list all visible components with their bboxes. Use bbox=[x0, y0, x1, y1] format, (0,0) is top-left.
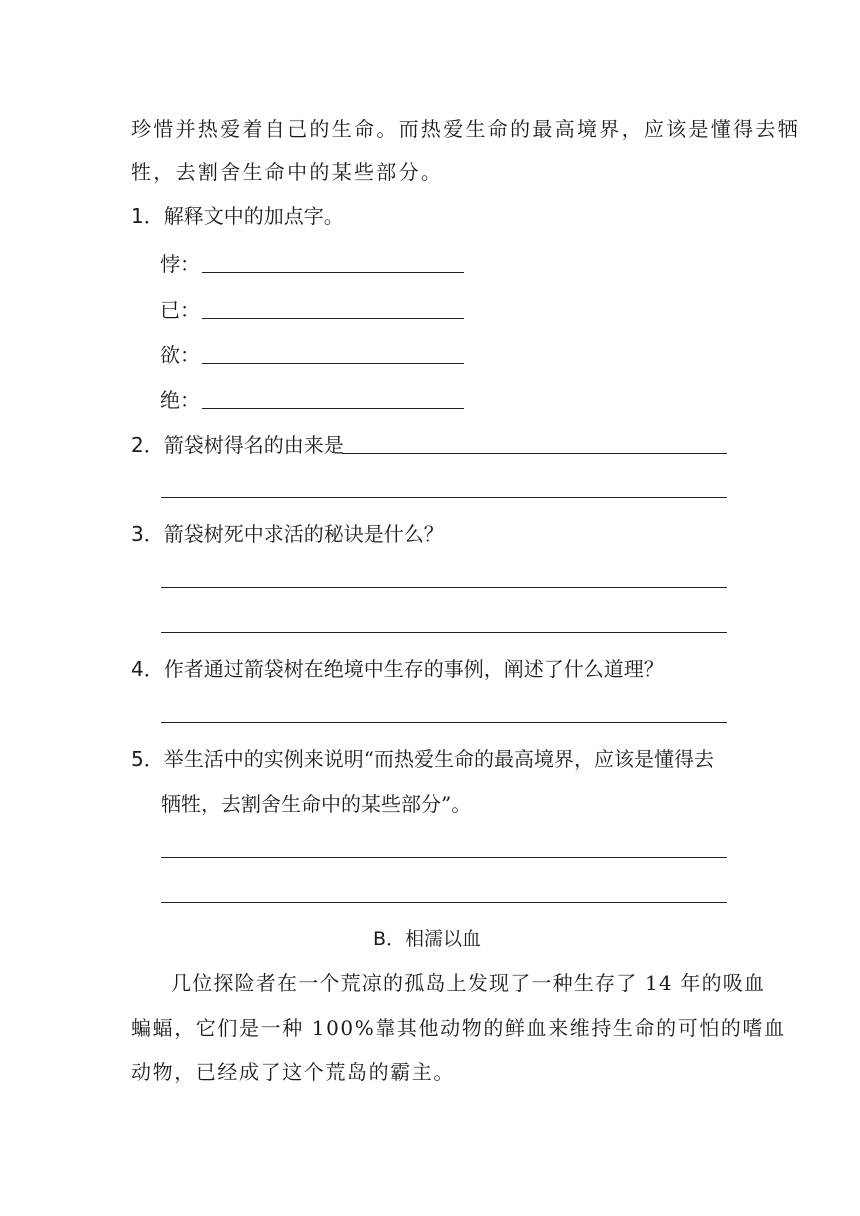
question-number: 1． bbox=[131, 204, 164, 228]
answer-blank[interactable] bbox=[161, 722, 727, 723]
question-5 bbox=[131, 746, 714, 772]
section-title: B．相濡以血 bbox=[373, 928, 482, 950]
answer-blank[interactable] bbox=[342, 453, 727, 454]
answer-blank[interactable] bbox=[161, 857, 727, 858]
question-4 bbox=[131, 656, 664, 682]
question-number: 4． bbox=[131, 657, 164, 681]
q1-item-label: 欲： bbox=[160, 343, 200, 367]
question-1 bbox=[131, 203, 344, 229]
question-text: 解释文中的加点字。 bbox=[163, 204, 344, 228]
section-b-line-3: 动物，已经成了这个荒岛的霸主。 bbox=[131, 1060, 455, 1084]
question-number: 3． bbox=[131, 522, 164, 546]
question-text: 箭袋树死中求活的秘诀是什么？ bbox=[163, 522, 444, 546]
q1-item-label: 已： bbox=[160, 298, 200, 322]
answer-blank[interactable] bbox=[161, 632, 727, 633]
answer-blank[interactable] bbox=[161, 497, 727, 498]
answer-blank[interactable] bbox=[202, 363, 464, 364]
answer-blank[interactable] bbox=[202, 408, 464, 409]
answer-blank[interactable] bbox=[202, 272, 464, 273]
q1-item-label: 悖： bbox=[160, 252, 200, 276]
question-2 bbox=[131, 432, 344, 458]
answer-blank[interactable] bbox=[202, 318, 464, 319]
question-number: 5． bbox=[131, 747, 164, 771]
section-b-line-2: 蝙蝠，它们是一种 100%靠其他动物的鲜血来维持生命的可怕的嗜血 bbox=[131, 1016, 786, 1040]
answer-blank[interactable] bbox=[161, 587, 727, 588]
passage-line-2: 牲，去割舍生命中的某些部分。 bbox=[131, 160, 444, 184]
answer-blank[interactable] bbox=[161, 902, 727, 903]
question-text: 箭袋树得名的由来是 bbox=[163, 433, 344, 457]
section-b-line-1: 几位探险者在一个荒凉的孤岛上发现了一种生存了 14 年的吸血 bbox=[171, 971, 766, 995]
question-text: 举生活中的实例来说明“而热爱生命的最高境界，应该是懂得去 bbox=[163, 747, 714, 771]
q1-item-label: 绝： bbox=[160, 388, 200, 412]
passage-line-1: 珍惜并热爱着自己的生命。而热爱生命的最高境界，应该是懂得去牺 bbox=[131, 117, 800, 141]
question-number: 2． bbox=[131, 433, 164, 457]
question-text: 作者通过箭袋树在绝境中生存的事例，阐述了什么道理？ bbox=[163, 657, 664, 681]
question-3 bbox=[131, 521, 444, 547]
question-5-line-2: 牺牲，去割舍生命中的某些部分”。 bbox=[161, 792, 472, 816]
